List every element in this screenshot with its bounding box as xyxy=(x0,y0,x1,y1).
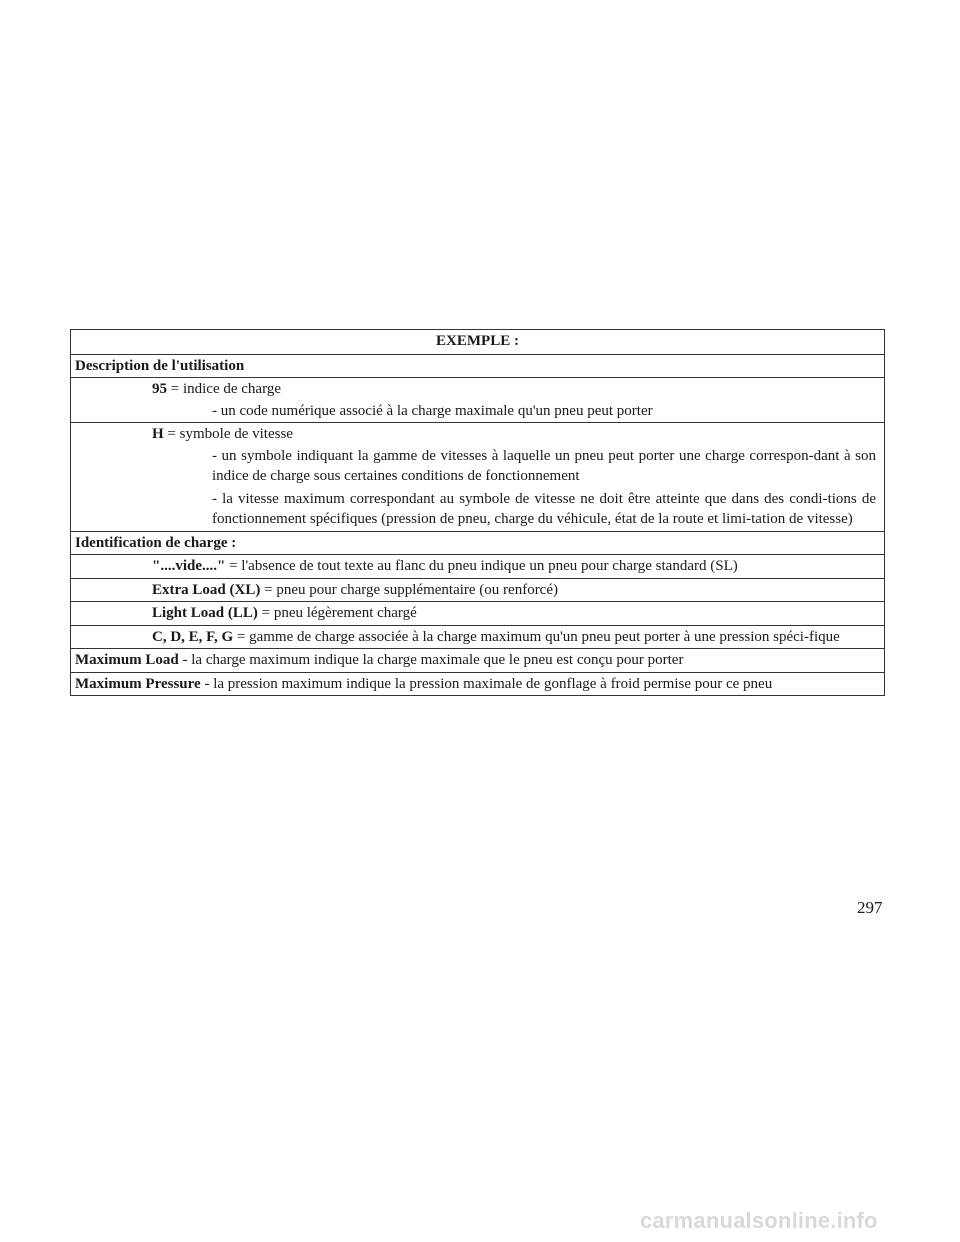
load-id-eq: = xyxy=(260,581,277,598)
load-id-term: Light Load (LL) xyxy=(152,605,258,621)
load-id-eq: = xyxy=(257,605,274,621)
load-id-heading: Identification de charge : xyxy=(71,531,884,555)
max-pressure-term: Maximum Pressure xyxy=(75,675,201,692)
max-load-def: la charge maximum indique la charge maximale que le pneu est conçu pour porter xyxy=(191,652,684,668)
load-id-def: pneu pour charge supplémentaire (ou renforcé) xyxy=(276,581,558,598)
speed-symbol-detail: - un symbole indiquant la gamme de vitesses à laquelle un pneu peut porter une charge correspon-dant à son indice de charge sous certaines conditions de fonctionnement xyxy=(212,447,876,484)
table-title: EXEMPLE : xyxy=(436,333,519,349)
load-id-row xyxy=(71,578,884,602)
load-id-term: Extra Load (XL) xyxy=(152,581,261,598)
speed-symbol-eq: = xyxy=(163,426,180,442)
speed-symbol-detail: - la vitesse maximum correspondant au symbole de vitesse ne doit être atteinte que dans des condi-tions de fonctionnement spécifiques (pression de pneu, charge du véhicule, état de la route et limi-tation de vitesse) xyxy=(212,490,876,527)
speed-symbol-row xyxy=(71,422,884,531)
tire-info-table xyxy=(70,329,885,696)
load-index-def: indice de charge xyxy=(182,381,281,397)
load-index-eq: = xyxy=(167,381,183,397)
max-pressure-sep: - xyxy=(200,675,214,692)
speed-symbol-term: H xyxy=(152,426,164,442)
load-id-def: l'absence de tout texte au flanc du pneu indique un pneu pour charge standard (SL) xyxy=(241,558,738,574)
usage-heading: Description de l'utilisation xyxy=(71,354,884,378)
page-number: 297 xyxy=(857,898,883,917)
speed-symbol-def: symbole de vitesse xyxy=(179,426,293,442)
watermark: carmanualsonline.info xyxy=(640,1208,878,1233)
load-id-def: pneu légèrement chargé xyxy=(273,605,417,621)
load-id-term: "....vide...." xyxy=(152,558,226,574)
load-id-def: gamme de charge associée à la charge maximum qu'un pneu peut porter à une pression spéci-fique xyxy=(249,628,840,645)
max-pressure-def: la pression maximum indique la pression maximale de gonflage à froid permise pour ce pneu xyxy=(213,675,773,692)
load-id-row xyxy=(71,625,884,649)
load-index-row xyxy=(71,377,884,422)
load-id-row xyxy=(71,554,884,578)
max-load-term: Maximum Load xyxy=(75,652,179,668)
load-id-eq: = xyxy=(233,628,250,645)
load-id-term: C, D, E, F, G xyxy=(152,628,234,645)
max-pressure-row xyxy=(71,672,884,696)
max-load-sep: - xyxy=(178,652,192,668)
max-load-row xyxy=(71,648,884,672)
load-index-detail: - un code numérique associé à la charge maximale qu'un pneu peut porter xyxy=(212,402,653,419)
load-index-term: 95 xyxy=(152,381,167,397)
load-id-eq: = xyxy=(225,558,242,574)
load-id-row xyxy=(71,601,884,625)
